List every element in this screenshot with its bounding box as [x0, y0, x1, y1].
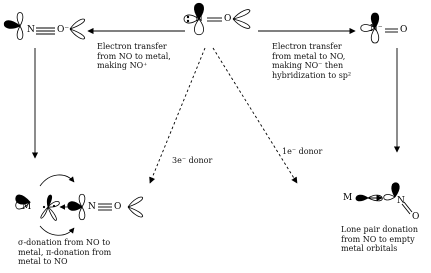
atom-n-bent: N — [397, 196, 405, 206]
atom-o-bent: O — [412, 212, 420, 222]
linear-mno-complex — [16, 175, 143, 235]
o-lobe-upper — [233, 10, 250, 19]
atom-n-minus-nitroxyl: N⁻ — [370, 24, 383, 34]
pi-backdonation-arrow-top — [40, 175, 74, 186]
o-lobe-lower — [233, 19, 250, 28]
nitrosonium-structure — [4, 13, 84, 40]
atom-o-minus-nitrosonium: O⁻ — [57, 25, 70, 35]
atom-o-center: O — [224, 14, 232, 24]
caption-bent-bonding: Lone pair donation from NO to empty metal orbitals — [341, 225, 418, 253]
pi-backdonation-arrow-bottom — [40, 226, 74, 235]
label-to-nitrosonium: Electron transfer from NO to metal, making NO⁺ — [97, 42, 171, 70]
caption-linear-bonding: σ-donation from NO to metal, π-donation from metal to NO — [18, 238, 112, 266]
atom-m-linear: M — [22, 202, 32, 212]
label-1e-donor: 1e⁻ donor — [282, 147, 323, 156]
atom-n-nitrosonium: N — [27, 25, 35, 35]
atom-o-linear: O — [114, 202, 122, 212]
atom-o-nitroxyl: O — [400, 25, 408, 35]
atom-n-center: N — [195, 14, 203, 24]
atom-m-bent: M — [343, 193, 353, 203]
label-3e-donor: 3e⁻ donor — [172, 156, 213, 165]
atom-n-linear: N — [88, 202, 96, 212]
no-molecule-center — [184, 3, 250, 35]
label-to-nitroxyl: Electron transfer from metal to NO, making NO⁻ then hybridization to sp² — [272, 42, 352, 80]
